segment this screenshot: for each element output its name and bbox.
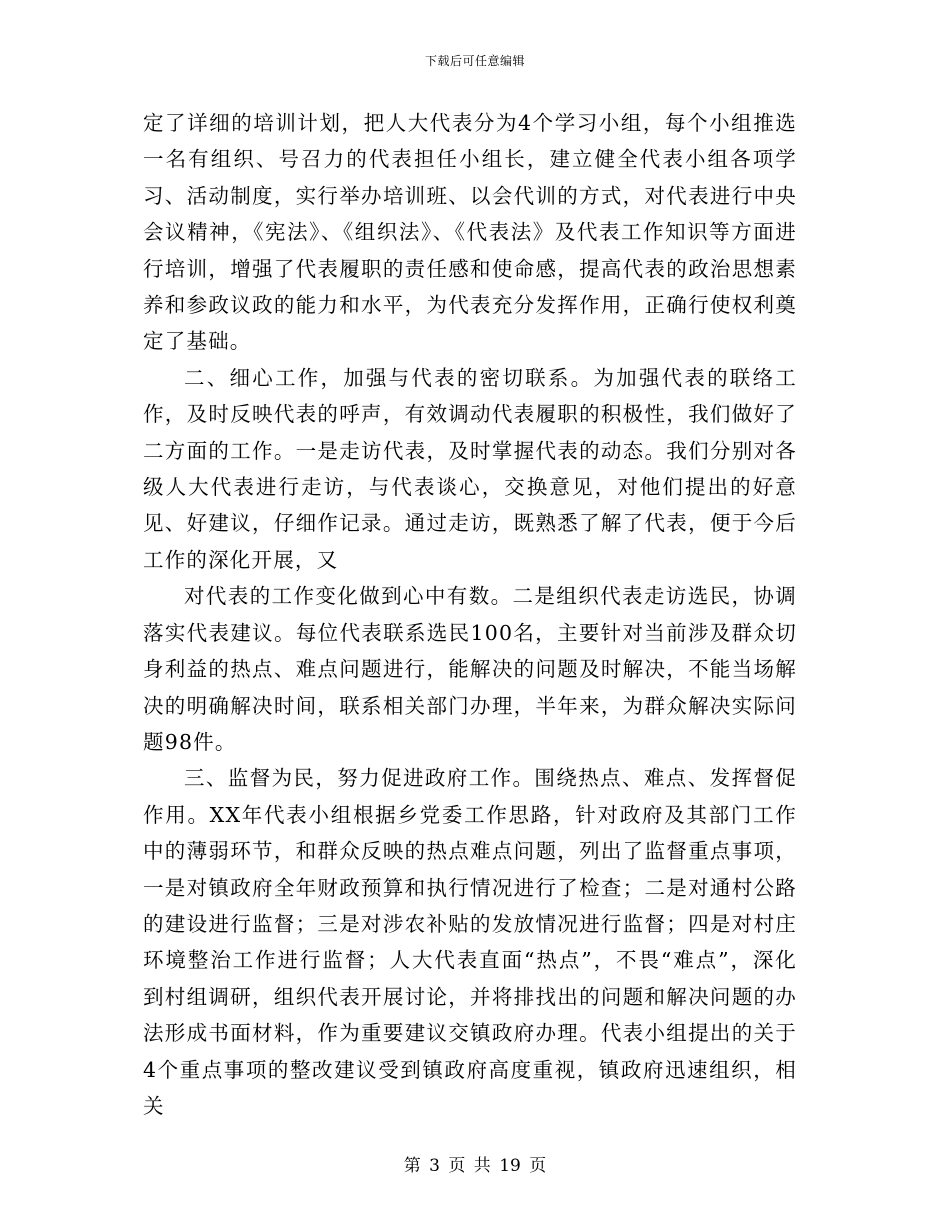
- body-paragraph-1: 定了详细的培训计划，把人大代表分为4个学习小组，每个小组推选一名有组织、号召力的代表担任小组长，建立健全代表小组各项学习、活动制度，实行举办培训班、以会代训的方式，对代表进行中央会议精神，《宪法》、《组织法》、《代表法》及代表工作知识等方面进行培训，增强了代表履职的责任感和使命感，提高代表的政治思想素养和参政议政的能力和水平，为代表充分发挥作用，正确行使权利奠定了基础。: [143, 111, 797, 354]
- page-footer-page-number: 第 3 页 共 19 页: [403, 1156, 547, 1176]
- body-paragraph-4: 三、监督为民，努力促进政府工作。围绕热点、难点、发挥督促作用。XX年代表小组根据乡党委工作思路，针对政府及其部门工作中的薄弱环节，和群众反映的热点难点问题，列出了监督重点事项，一是对镇政府全年财政预算和执行情况进行了检查；二是对通村公路的建设进行监督；三是对涉农补贴的发放情况进行监督；四是对村庄环境整治工作进行监督；人大代表直面“热点”，不畏“难点”，深化到村组调研，组织代表开展讨论，并将排找出的问题和解决问题的办法形成书面材料，作为重要建议交镇政府办理。代表小组提出的关于4个重点事项的整改建议受到镇政府高度重视，镇政府迅速组织，相关: [143, 766, 797, 1118]
- page-header: 下载后可任意编辑: [424, 54, 525, 68]
- document-body: [143, 105, 797, 1124]
- body-paragraph-2: 二、细心工作，加强与代表的密切联系。为加强代表的联络工作，及时反映代表的呼声，有效调动代表履职的积极性，我们做好了二方面的工作。一是走访代表，及时掌握代表的动态。我们分别对各级人大代表进行走访，与代表谈心，交换意见，对他们提出的好意见、好建议，仔细作记录。通过走访，既熟悉了解了代表，便于今后工作的深化开展，又: [143, 365, 797, 572]
- body-paragraph-3: 对代表的工作变化做到心中有数。二是组织代表走访选民，协调落实代表建议。每位代表联系选民100名，主要针对当前涉及群众切身利益的热点、难点问题进行，能解决的问题及时解决，不能当场解决的明确解决时间，联系相关部门办理，半年来，为群众解决实际问题98件。: [143, 584, 797, 754]
